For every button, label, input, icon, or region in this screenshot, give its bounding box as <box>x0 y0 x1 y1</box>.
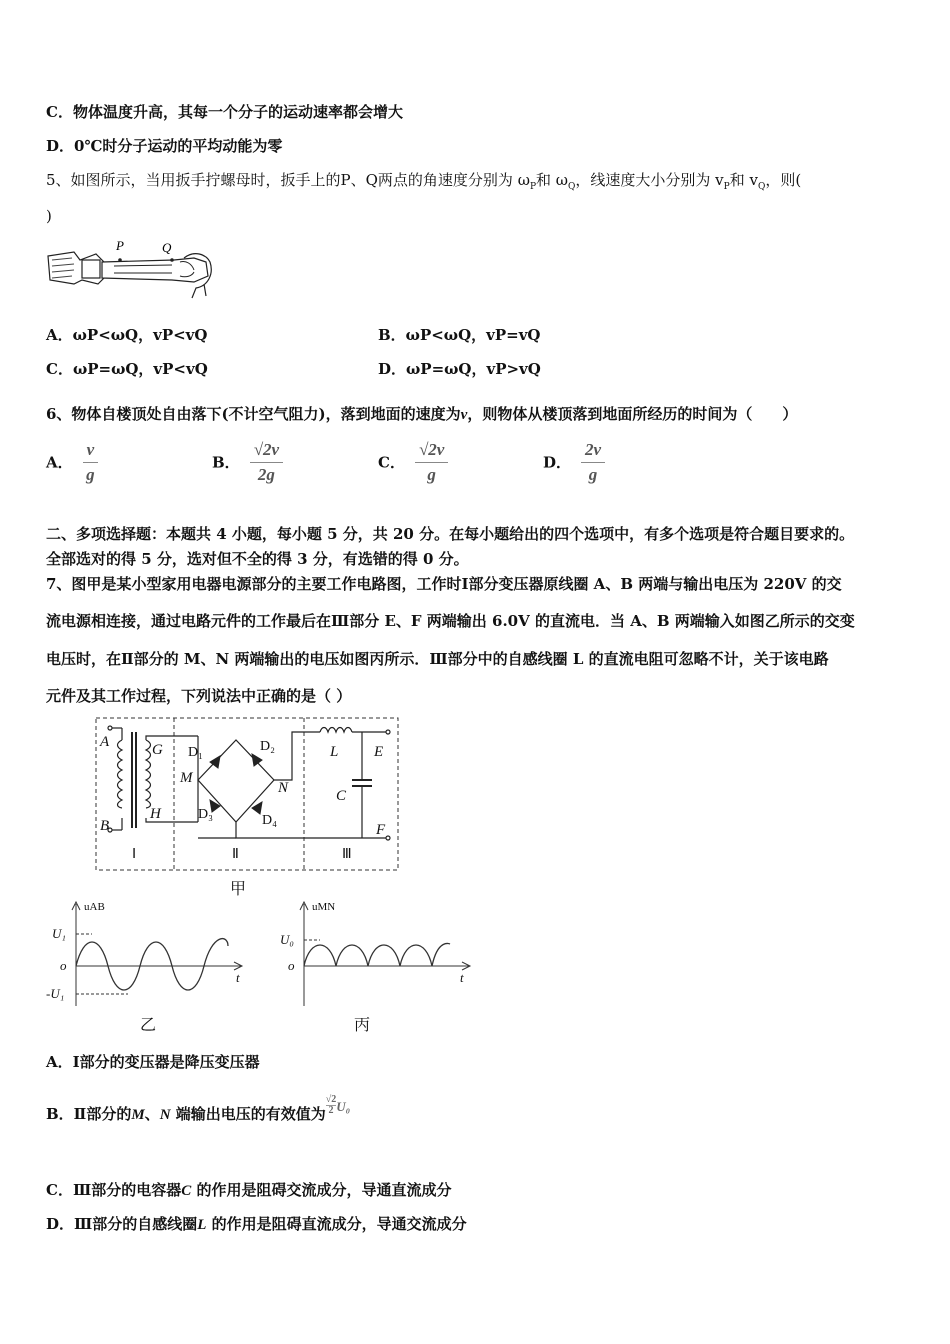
q5-stem-close: ) <box>46 207 52 225</box>
q7-option-b <box>46 1093 351 1126</box>
graph-bing-xlabel: t <box>460 970 464 985</box>
q7-option-b-m: M <box>131 1107 145 1123</box>
q6-frac-a-den: g <box>86 465 95 484</box>
q7-option-b-post: 端输出电压的有效值为 <box>170 1105 326 1123</box>
primary-coil <box>118 740 123 808</box>
graph-bing-caption: 丙 <box>354 1017 371 1034</box>
q6-label-a: A． <box>46 453 73 472</box>
q6-frac-c-den: g <box>427 465 436 484</box>
q4-option-c: C．物体温度升高，其每一个分子的运动速率都会增大 <box>46 103 403 121</box>
graph-yi-origin: o <box>60 958 67 973</box>
q6-label-d: D． <box>543 453 572 472</box>
label-h: H <box>150 806 161 822</box>
label-d4: D₄ <box>262 813 277 828</box>
q7-option-d <box>46 1214 467 1235</box>
q5-option-b: B．ωP<ωQ，vP=vQ <box>378 326 541 344</box>
terminal-f <box>386 836 390 840</box>
q5-stem: 5、如图所示，当用扳手拧螺母时，扳手上的P、Q两点的角速度分别为 $\omega_P$和 $\omega_Q$，线速度大小分别为 $v_P$和 $v_Q$，则( <box>46 171 802 192</box>
terminal-e <box>386 730 390 734</box>
diode-d2 <box>252 754 262 766</box>
section2-line1: 二、多项选择题：本题共 4 小题，每小题 5 分，共 20 分。在每小题给出的四个选项中，有多个选项是符合题目要求的。 <box>46 525 855 543</box>
q7-option-c <box>46 1180 451 1201</box>
graph-bing-peak: U₀ <box>280 932 294 947</box>
q6-option-b <box>212 440 283 485</box>
q5-option-d: D．ωP=ωQ，vP>vQ <box>378 360 541 378</box>
q7-stem-line3: 电压时，在Ⅱ部分的 M、N 两端输出的电压如图丙所示．Ⅲ部分中的自感线圈 L 的直流电阻可忽略不计，关于该电路 <box>46 650 829 668</box>
label-e: E <box>374 744 384 760</box>
q7-option-d-post: 的作用是阻碍直流成分，导通交流成分 <box>206 1215 467 1233</box>
q4-option-d: D．0℃时分子运动的平均动能为零 <box>46 137 283 155</box>
q6-frac-c-num: √2v <box>415 440 448 463</box>
q6-stem-v: v <box>460 407 468 423</box>
q6-frac-d <box>581 440 605 485</box>
q7-option-c-c: C <box>181 1183 192 1199</box>
section-i-label: Ⅰ <box>132 847 137 862</box>
q6-option-a <box>46 440 98 485</box>
inductor-l <box>320 728 352 733</box>
label-n: N <box>278 780 289 796</box>
q6-stem-tail: ，则物体从楼顶落到地面所经历的时间为（ ） <box>467 405 798 423</box>
q7-option-c-pre: C．Ⅲ部分的电容器 <box>46 1181 182 1199</box>
graph-yi-peak: U₁ <box>52 926 66 941</box>
graph-bing-origin: o <box>288 958 295 973</box>
diagram-caption-jia: 甲 <box>230 881 247 898</box>
graph-yi-ylabel: uAB <box>84 901 105 913</box>
q6-option-c <box>378 440 448 485</box>
q6-frac-a <box>83 440 99 485</box>
label-p: P <box>116 240 124 253</box>
label-d3: D₃ <box>198 807 213 822</box>
circuit-diagram <box>92 714 432 900</box>
label-d1: D₁ <box>188 745 203 760</box>
q5-option-c: C．ωP=ωQ，vP<vQ <box>46 360 208 378</box>
label-c: C <box>336 788 347 804</box>
graph-yi <box>44 898 254 1038</box>
q6-frac-d-den: g <box>588 465 598 484</box>
q7-option-c-post: 的作用是阻碍交流成分，导通直流成分 <box>191 1181 452 1199</box>
q5-stem-text: 5、如图所示，当用扳手拧螺母时，扳手上的P、Q两点的角速度分别为 ω <box>46 171 530 189</box>
secondary-coil <box>146 740 151 808</box>
wrench-figure <box>44 240 214 302</box>
q7-option-b-n: N <box>159 1107 171 1123</box>
graph-bing-ylabel: uMN <box>312 901 336 913</box>
q7-option-b-frac <box>326 1095 337 1116</box>
q7-stem-line1: 7、图甲是某小型家用电器电源部分的主要工作电路图，工作时Ⅰ部分变压器原线圈 A、B 两端与输出电压为 220V 的交 <box>46 575 842 593</box>
q5-option-a: A．ωP<ωQ，vP<vQ <box>46 326 208 344</box>
q7-stem-line4: 元件及其工作过程，下列说法中正确的是（ ） <box>46 687 352 705</box>
label-a: A <box>100 734 110 750</box>
q6-option-d <box>543 440 605 485</box>
q6-frac-d-num: 2v <box>581 440 605 463</box>
graph-bing-curve <box>304 943 450 966</box>
point-p <box>118 258 122 262</box>
point-q <box>170 258 174 262</box>
graph-bing <box>272 898 482 1038</box>
q6-label-b: B． <box>212 453 240 472</box>
terminal-a <box>108 726 112 730</box>
q7-option-b-pre: B．Ⅱ部分的 <box>46 1105 132 1123</box>
diode-d4 <box>252 802 262 814</box>
label-f: F <box>376 822 386 838</box>
graph-yi-xlabel: t <box>236 970 240 985</box>
section-ii-label: Ⅱ <box>232 847 239 862</box>
q7-option-b-mid: 、 <box>144 1105 160 1123</box>
label-q: Q <box>162 240 172 255</box>
label-b: B <box>100 818 110 834</box>
q6-frac-a-num: v <box>83 440 99 463</box>
q7-option-b-frac-num: √2 <box>325 1093 337 1105</box>
section-iii-label: Ⅲ <box>342 847 352 862</box>
q7-option-d-pre: D．Ⅲ部分的自感线圈 <box>46 1215 198 1233</box>
label-g: G <box>152 742 163 758</box>
q6-frac-b-den: 2g <box>257 465 275 484</box>
q7-stem-line2: 流电源相连接，通过电路元件的工作最后在Ⅲ部分 E、F 两端输出 6.0V 的直流电．当 A、B 两端输入如图乙所示的交变 <box>46 612 855 630</box>
label-l: L <box>330 744 339 760</box>
q6-frac-b <box>250 440 283 485</box>
q7-option-b-u0: U₀ <box>336 1099 351 1114</box>
label-m: M <box>180 770 193 786</box>
label-d2: D₂ <box>260 739 275 754</box>
graph-yi-curve <box>76 939 228 990</box>
q7-option-a: A．Ⅰ部分的变压器是降压变压器 <box>46 1053 260 1071</box>
q6-frac-c <box>415 440 448 485</box>
graph-yi-caption: 乙 <box>140 1017 157 1034</box>
q6-frac-b-num: √2v <box>250 440 283 463</box>
q7-option-d-l: L <box>197 1217 207 1233</box>
graph-yi-trough: -U₁ <box>46 986 65 1001</box>
q6-label-c: C． <box>378 453 405 472</box>
q6-stem <box>46 404 797 425</box>
circuit-outer-box <box>96 718 398 870</box>
q7-option-b-frac-den: 2 <box>328 1104 334 1116</box>
q6-stem-text: 6、物体自楼顶处自由落下(不计空气阻力)，落到地面的速度为 <box>46 405 461 423</box>
section2-line2: 全部选对的得 5 分，选对但不全的得 3 分，有选错的得 0 分。 <box>46 550 469 568</box>
